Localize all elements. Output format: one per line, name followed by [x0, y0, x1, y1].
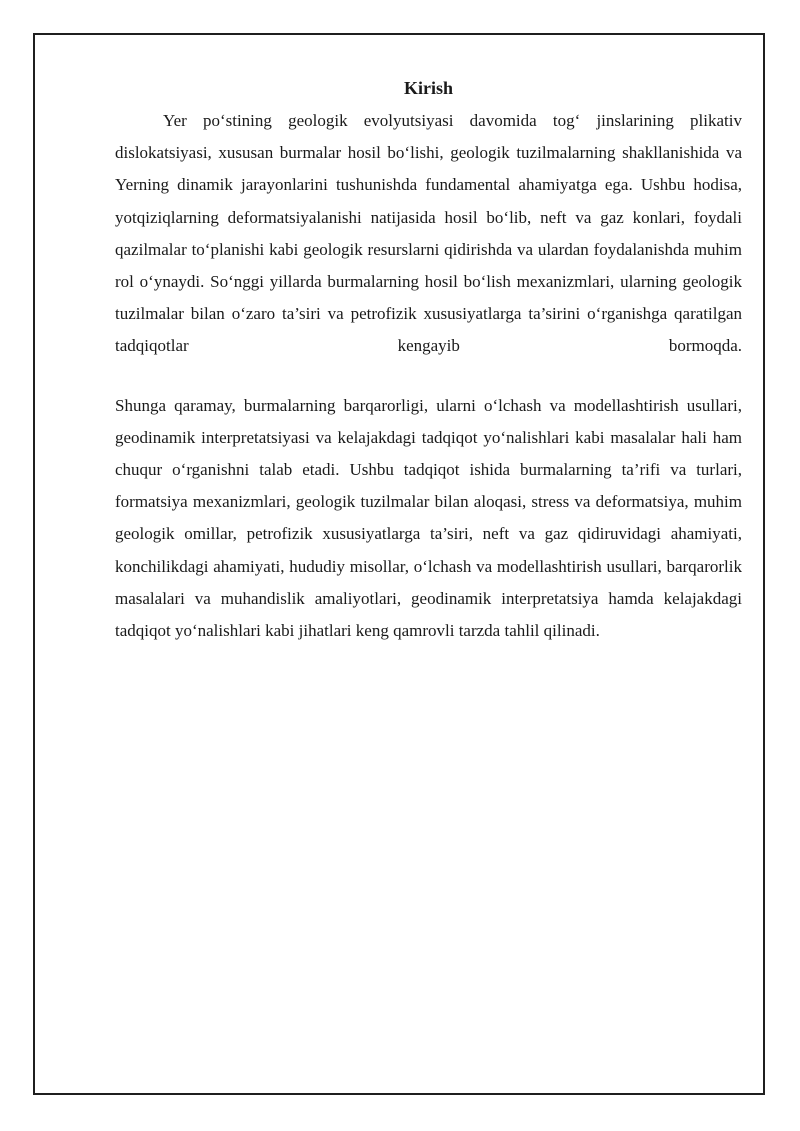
document-body — [115, 74, 742, 647]
document-title: Kirish — [403, 78, 453, 98]
paragraph-2: Shunga qaramay, burmalarning barqarorligi, ularni o‘lchash va modellashtirish usullari, geodinamik interpretatsiyasi va kelajakdagi tadqiqot yo‘nalishlari kabi masalalar hali ham chuqur o‘rganishni talab etadi. Ushbu tadqiqot ishida burmalarning ta’rifi va turlari, formatsiya mexanizmlari, geologik tuzilmalar bilan aloqasi, stress va deformatsiya, muhim geologik omillar, petrofizik xususiyatlarga ta’siri, neft va gaz qidiruvidagi ahamiyati, konchilikdagi ahamiyati, hududiy misollar, o‘lchash va modellashtirish usullari, barqarorlik masalalari va muhandislik amaliyotlari, geodinamik interpretatsiya hamda kelajakdagi tadqiqot yo‘nalishlari kabi jihatlari keng qamrovli tarzda tahlil qilinadi. — [115, 395, 742, 641]
paragraph-1: Yer po‘stining geologik evolyutsiyasi davomida tog‘ jinslarining plikativ dislokatsiyasi, xususan burmalar hosil bo‘lishi, geologik tuzilmalarning shakllanishida va Yerning dinamik jarayonlarini tushunishda fundamental ahamiyatga ega. Ushbu hodisa, yotqiziqlarning deformatsiyalanishi natijasida hosil bo‘lib, neft va gaz konlari, foydali qazilmalar to‘planishi kabi geologik resurslarni qidirishda va ulardan foydalanishda muhim rol o‘ynaydi. So‘nggi yillarda burmalarning hosil bo‘lish mexanizmlari, ularning geologik tuzilmalar bilan o‘zaro ta’siri va petrofizik xususiyatlarga ta’sirini o‘rganishga qaratilgan tadqiqotlar kengayib bormoqda. — [115, 111, 742, 356]
